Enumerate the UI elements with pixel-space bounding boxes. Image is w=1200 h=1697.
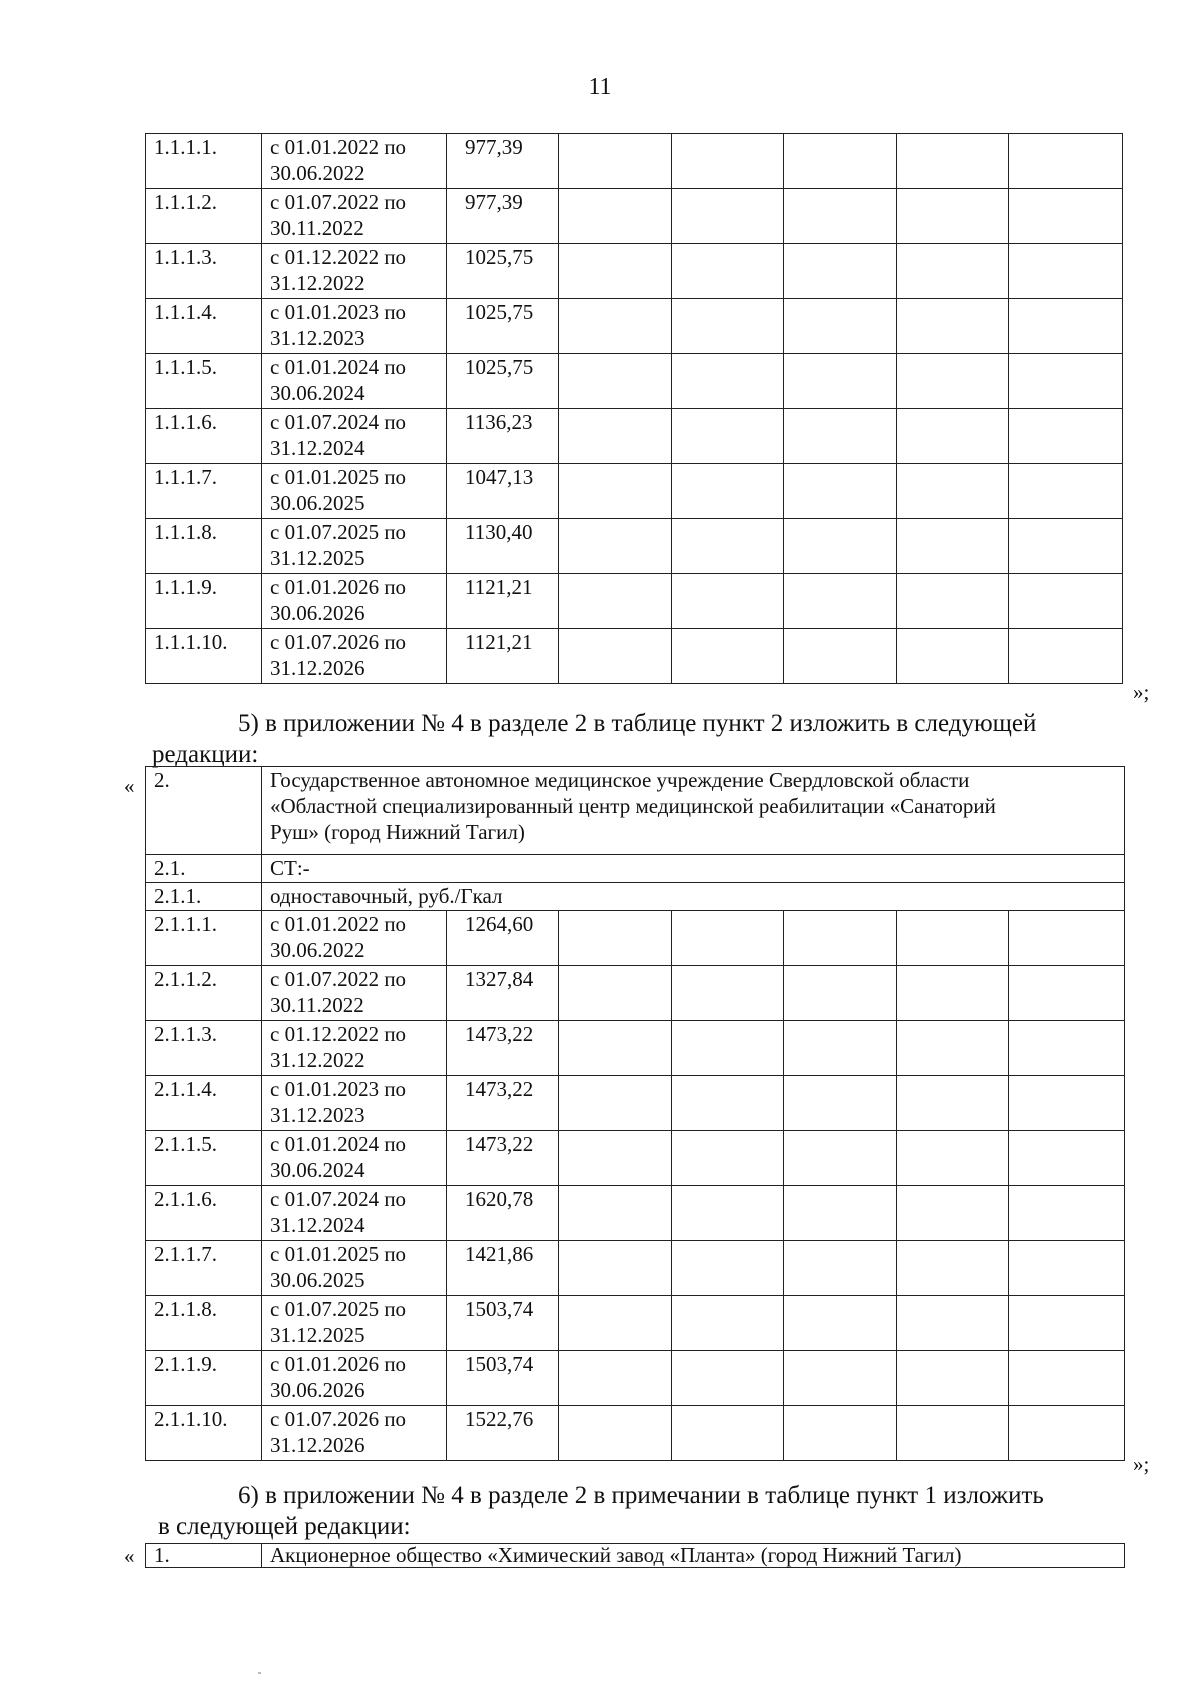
tariff-value: 1327,84 [447, 966, 559, 1021]
period-from: с 01.07.2024 по [270, 410, 407, 434]
period-from: с 01.12.2022 по [270, 1022, 407, 1046]
empty-cell [672, 299, 784, 354]
empty-cell [672, 134, 784, 189]
empty-cell [672, 574, 784, 629]
table-row [146, 354, 1123, 409]
period-to: 30.06.2022 [270, 161, 365, 185]
period-from: с 01.01.2022 по [270, 135, 407, 159]
table-row-subheader [146, 855, 1125, 883]
empty-cell [897, 519, 1009, 574]
paragraph-6 [158, 1480, 1178, 1542]
empty-cell [897, 464, 1009, 519]
period-cell [262, 574, 447, 629]
table-row [146, 464, 1123, 519]
table-row [146, 134, 1123, 189]
tariff-value: 1121,21 [447, 629, 559, 684]
empty-cell [672, 966, 784, 1021]
organization-name-line1: Государственное автономное медицинское учреждение Свердловской области [270, 768, 970, 792]
empty-cell [672, 1076, 784, 1131]
tariff-table-1 [145, 133, 1123, 684]
organization-name-line2: «Областной специализированный центр медицинской реабилитации «Санаторий [270, 794, 996, 818]
table-row [146, 629, 1123, 684]
period-cell [262, 1021, 447, 1076]
scan-speck [258, 1672, 261, 1674]
empty-cell [897, 1186, 1009, 1241]
empty-cell [1009, 1406, 1125, 1461]
empty-cell [784, 1131, 897, 1186]
empty-cell [672, 1296, 784, 1351]
empty-cell [672, 189, 784, 244]
empty-cell [559, 1351, 672, 1406]
empty-cell [784, 189, 897, 244]
period-from: с 01.01.2026 по [270, 575, 407, 599]
empty-cell [1009, 134, 1123, 189]
tariff-value: 1620,78 [447, 1186, 559, 1241]
tariff-value: 1473,22 [447, 1021, 559, 1076]
period-to: 30.11.2022 [270, 993, 364, 1017]
empty-cell [1009, 966, 1125, 1021]
empty-cell [897, 244, 1009, 299]
row-number: 1.1.1.5. [146, 354, 262, 409]
table-row [146, 1021, 1125, 1076]
period-cell [262, 244, 447, 299]
period-cell [262, 519, 447, 574]
empty-cell [1009, 629, 1123, 684]
period-from: с 01.07.2026 по [270, 630, 407, 654]
empty-cell [672, 519, 784, 574]
closing-quote: »; [1133, 680, 1150, 704]
period-to: 30.06.2022 [270, 938, 365, 962]
period-cell [262, 1076, 447, 1131]
empty-cell [784, 966, 897, 1021]
row-number: 1.1.1.7. [146, 464, 262, 519]
empty-cell [1009, 574, 1123, 629]
empty-cell [897, 1131, 1009, 1186]
closing-quote: »; [1133, 1452, 1150, 1476]
period-from: с 01.07.2022 по [270, 967, 407, 991]
table-row [146, 1076, 1125, 1131]
empty-cell [897, 189, 1009, 244]
tariff-value: 1473,22 [447, 1076, 559, 1131]
empty-cell [1009, 1296, 1125, 1351]
period-to: 30.06.2026 [270, 1378, 365, 1402]
table-row [146, 1131, 1125, 1186]
empty-cell [1009, 519, 1123, 574]
period-from: с 01.01.2022 по [270, 912, 407, 936]
period-cell [262, 189, 447, 244]
empty-cell [784, 299, 897, 354]
empty-cell [784, 1351, 897, 1406]
period-to: 30.06.2025 [270, 491, 365, 515]
empty-cell [1009, 244, 1123, 299]
note-table [145, 1543, 1125, 1568]
period-cell [262, 1186, 447, 1241]
organization-name [262, 767, 1125, 855]
period-from: с 01.01.2023 по [270, 300, 407, 324]
period-to: 30.06.2025 [270, 1268, 365, 1292]
row-number: 2.1.1.8. [146, 1296, 262, 1351]
period-to: 30.06.2024 [270, 1158, 365, 1182]
period-from: с 01.01.2025 по [270, 465, 407, 489]
period-cell [262, 1296, 447, 1351]
period-from: с 01.01.2026 по [270, 1352, 407, 1376]
empty-cell [559, 1076, 672, 1131]
table-row [146, 1406, 1125, 1461]
tariff-value: 1522,76 [447, 1406, 559, 1461]
period-cell [262, 911, 447, 966]
period-to: 30.06.2024 [270, 381, 365, 405]
table-row [146, 966, 1125, 1021]
period-cell [262, 299, 447, 354]
table-row [146, 1351, 1125, 1406]
empty-cell [784, 354, 897, 409]
period-from: с 01.01.2023 по [270, 1077, 407, 1101]
table-row [146, 911, 1125, 966]
paragraph-5-line1: 5) в приложении № 4 в разделе 2 в таблице пункт 2 изложить в следующей [238, 710, 1037, 737]
period-cell [262, 966, 447, 1021]
empty-cell [672, 1131, 784, 1186]
empty-cell [784, 1296, 897, 1351]
empty-cell [1009, 1186, 1125, 1241]
row-number: 2.1.1.4. [146, 1076, 262, 1131]
period-from: с 01.07.2026 по [270, 1407, 407, 1431]
empty-cell [1009, 911, 1125, 966]
empty-cell [672, 1406, 784, 1461]
period-cell [262, 1406, 447, 1461]
period-from: с 01.12.2022 по [270, 245, 407, 269]
empty-cell [1009, 1076, 1125, 1131]
empty-cell [784, 464, 897, 519]
empty-cell [672, 354, 784, 409]
empty-cell [784, 1406, 897, 1461]
period-cell [262, 134, 447, 189]
table-row-subheader [146, 883, 1125, 911]
row-number: 1.1.1.6. [146, 409, 262, 464]
empty-cell [784, 409, 897, 464]
tariff-value: 1121,21 [447, 574, 559, 629]
period-cell [262, 464, 447, 519]
empty-cell [897, 1296, 1009, 1351]
period-to: 31.12.2026 [270, 656, 365, 680]
period-to: 31.12.2025 [270, 1323, 365, 1347]
period-to: 30.11.2022 [270, 216, 364, 240]
period-from: с 01.01.2024 по [270, 355, 407, 379]
open-quote: « [124, 1544, 135, 1568]
paragraph-5-line2: редакции: [152, 741, 259, 768]
empty-cell [1009, 354, 1123, 409]
row-number: 2. [146, 767, 262, 855]
tariff-value: 977,39 [447, 189, 559, 244]
empty-cell [559, 244, 672, 299]
empty-cell [672, 409, 784, 464]
empty-cell [784, 244, 897, 299]
tariff-value: 1025,75 [447, 244, 559, 299]
tariff-type: СТ:- [262, 855, 1125, 883]
period-to: 31.12.2025 [270, 546, 365, 570]
period-to: 31.12.2024 [270, 1213, 365, 1237]
empty-cell [672, 1351, 784, 1406]
empty-cell [784, 134, 897, 189]
empty-cell [559, 134, 672, 189]
row-number: 1.1.1.3. [146, 244, 262, 299]
table-row [146, 574, 1123, 629]
row-number: 1.1.1.1. [146, 134, 262, 189]
table-row [146, 1241, 1125, 1296]
row-number: 2.1.1.2. [146, 966, 262, 1021]
empty-cell [784, 629, 897, 684]
table-row [146, 409, 1123, 464]
empty-cell [897, 1021, 1009, 1076]
period-cell [262, 1351, 447, 1406]
row-number: 1.1.1.2. [146, 189, 262, 244]
tariff-value: 1136,23 [447, 409, 559, 464]
empty-cell [897, 1241, 1009, 1296]
period-to: 31.12.2023 [270, 326, 365, 350]
empty-cell [897, 574, 1009, 629]
empty-cell [897, 1076, 1009, 1131]
empty-cell [784, 1186, 897, 1241]
tariff-value: 1264,60 [447, 911, 559, 966]
period-to: 30.06.2026 [270, 601, 365, 625]
period-cell [262, 354, 447, 409]
empty-cell [897, 354, 1009, 409]
page-number: 11 [588, 74, 612, 100]
empty-cell [784, 1241, 897, 1296]
tariff-table-2 [145, 766, 1125, 1461]
period-cell [262, 409, 447, 464]
empty-cell [897, 629, 1009, 684]
period-from: с 01.07.2024 по [270, 1187, 407, 1211]
empty-cell [559, 1021, 672, 1076]
period-cell [262, 629, 447, 684]
empty-cell [559, 629, 672, 684]
organization-name-line3: Руш» (город Нижний Тагил) [270, 820, 525, 844]
row-number: 1.1.1.4. [146, 299, 262, 354]
row-number: 2.1. [146, 855, 262, 883]
row-number: 1.1.1.10. [146, 629, 262, 684]
empty-cell [559, 519, 672, 574]
tariff-value: 977,39 [447, 134, 559, 189]
table-row [146, 1544, 1125, 1568]
empty-cell [1009, 299, 1123, 354]
empty-cell [672, 1241, 784, 1296]
row-number: 2.1.1.3. [146, 1021, 262, 1076]
row-number: 2.1.1.10. [146, 1406, 262, 1461]
period-to: 31.12.2022 [270, 271, 365, 295]
empty-cell [559, 1241, 672, 1296]
table-row [146, 519, 1123, 574]
row-number: 2.1.1.7. [146, 1241, 262, 1296]
empty-cell [672, 629, 784, 684]
tariff-value: 1047,13 [447, 464, 559, 519]
empty-cell [559, 911, 672, 966]
period-from: с 01.01.2025 по [270, 1242, 407, 1266]
empty-cell [897, 409, 1009, 464]
period-to: 31.12.2023 [270, 1103, 365, 1127]
row-number: 2.1.1. [146, 883, 262, 911]
row-number: 1. [146, 1544, 262, 1568]
empty-cell [1009, 409, 1123, 464]
period-from: с 01.07.2025 по [270, 1297, 407, 1321]
row-number: 1.1.1.9. [146, 574, 262, 629]
empty-cell [897, 134, 1009, 189]
empty-cell [672, 1021, 784, 1076]
empty-cell [784, 574, 897, 629]
empty-cell [559, 1296, 672, 1351]
empty-cell [559, 409, 672, 464]
empty-cell [1009, 1351, 1125, 1406]
empty-cell [897, 911, 1009, 966]
empty-cell [559, 1406, 672, 1461]
period-to: 31.12.2026 [270, 1433, 365, 1457]
row-number: 2.1.1.9. [146, 1351, 262, 1406]
open-quote: « [124, 774, 135, 798]
table-row [146, 1296, 1125, 1351]
period-from: с 01.07.2022 по [270, 190, 407, 214]
tariff-value: 1503,74 [447, 1351, 559, 1406]
period-from: с 01.07.2025 по [270, 520, 407, 544]
table-row [146, 299, 1123, 354]
tariff-unit: одноставочный, руб./Гкал [262, 883, 1125, 911]
empty-cell [784, 1076, 897, 1131]
paragraph-6-line1: 6) в приложении № 4 в разделе 2 в примечании в таблице пункт 1 изложить [238, 1482, 1044, 1509]
period-cell [262, 1241, 447, 1296]
period-from: с 01.01.2024 по [270, 1132, 407, 1156]
empty-cell [672, 244, 784, 299]
empty-cell [1009, 1021, 1125, 1076]
empty-cell [897, 1351, 1009, 1406]
table-row [146, 189, 1123, 244]
row-number: 2.1.1.6. [146, 1186, 262, 1241]
table-row [146, 244, 1123, 299]
period-cell [262, 1131, 447, 1186]
empty-cell [1009, 1131, 1125, 1186]
tariff-value: 1421,86 [447, 1241, 559, 1296]
tariff-value: 1503,74 [447, 1296, 559, 1351]
empty-cell [784, 911, 897, 966]
empty-cell [559, 1186, 672, 1241]
period-to: 31.12.2022 [270, 1048, 365, 1072]
empty-cell [1009, 464, 1123, 519]
paragraph-6-line2: в следующей редакции: [158, 1513, 411, 1540]
empty-cell [784, 1021, 897, 1076]
table-row [146, 1186, 1125, 1241]
empty-cell [897, 966, 1009, 1021]
empty-cell [559, 464, 672, 519]
row-number: 2.1.1.1. [146, 911, 262, 966]
empty-cell [672, 911, 784, 966]
empty-cell [897, 299, 1009, 354]
tariff-value: 1130,40 [447, 519, 559, 574]
empty-cell [897, 1406, 1009, 1461]
empty-cell [672, 1186, 784, 1241]
empty-cell [559, 354, 672, 409]
table-row-header [146, 767, 1125, 855]
tariff-value: 1473,22 [447, 1131, 559, 1186]
tariff-value: 1025,75 [447, 299, 559, 354]
empty-cell [559, 189, 672, 244]
empty-cell [1009, 1241, 1125, 1296]
paragraph-5 [152, 708, 1172, 770]
row-number: 1.1.1.8. [146, 519, 262, 574]
organization-name: Акционерное общество «Химический завод «Планта» (город Нижний Тагил) [262, 1544, 1125, 1568]
row-number: 2.1.1.5. [146, 1131, 262, 1186]
empty-cell [559, 299, 672, 354]
empty-cell [559, 966, 672, 1021]
tariff-value: 1025,75 [447, 354, 559, 409]
empty-cell [1009, 189, 1123, 244]
period-to: 31.12.2024 [270, 436, 365, 460]
empty-cell [784, 519, 897, 574]
empty-cell [559, 1131, 672, 1186]
empty-cell [559, 574, 672, 629]
empty-cell [672, 464, 784, 519]
